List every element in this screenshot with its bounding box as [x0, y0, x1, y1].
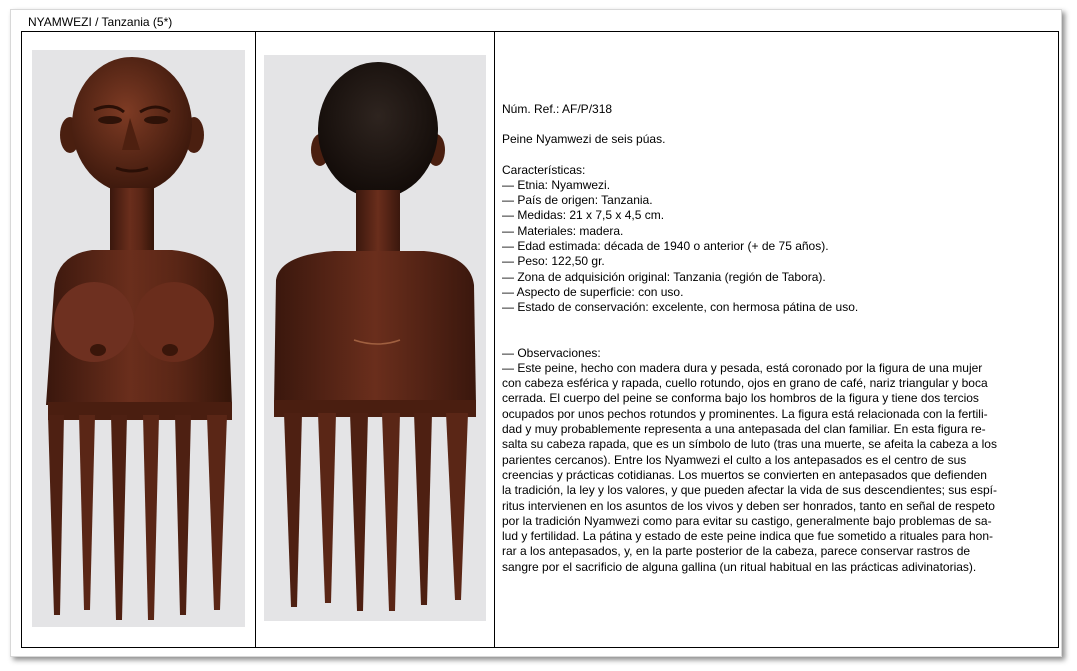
observations-line: la tradición, la ley y los valores, y que pueden afectar la vida de sus descendientes; sus espí- — [502, 483, 997, 498]
characteristic-item: — Materiales: madera. — [502, 223, 624, 238]
observations-line: — Este peine, hecho con madera dura y pesada, está coronado por la figura de una mujer — [502, 360, 983, 375]
column-divider-2 — [494, 31, 495, 648]
observations-line: por la tradición Nyamwezi como para evitar su castigo, generalmente bajo problemas de sa- — [502, 513, 992, 528]
observations-line: sangre por el sacrificio de alguna gallina (un ritual habitual en las prácticas adivinatorias). — [502, 559, 977, 574]
characteristic-item: — Aspecto de superficie: con uso. — [502, 284, 684, 299]
characteristic-item: — Medidas: 21 x 7,5 x 4,5 cm. — [502, 208, 665, 223]
characteristics-heading: Características: — [502, 162, 586, 177]
characteristic-item: — Estado de conservación: excelente, con hermosa pátina de uso. — [502, 300, 859, 315]
characteristic-item: — Etnia: Nyamwezi. — [502, 177, 611, 192]
comb-back-photo — [264, 55, 486, 621]
characteristic-item: — País de origen: Tanzania. — [502, 193, 653, 208]
comb-front-photo — [32, 50, 245, 627]
observations-line: cerrada. El cuerpo del peine se conforma bajo los hombros de la figura y tiene dos tercios — [502, 391, 979, 406]
observations-line: dad y muy probablemente representa a una antepasada del clan familiar. En esta figura re- — [502, 422, 986, 437]
characteristic-item: — Zona de adquisición original: Tanzania (región de Tabora). — [502, 269, 826, 284]
observations-line: parientes cercanos). Entre los Nyamwezi el culto a los antepasados es el centro de sus — [502, 452, 967, 467]
document-title: NYAMWEZI / Tanzania (5*) — [28, 15, 173, 29]
item-description: Peine Nyamwezi de seis púas. — [502, 132, 666, 147]
characteristic-item: — Edad estimada: década de 1940 o anterior (+ de 75 años). — [502, 239, 829, 254]
observations-line: con cabeza esférica y rapada, cuello rotundo, ojos en grano de café, nariz triangular y boca — [502, 376, 988, 391]
observations-line: ocupados por unos pechos rotundos y prominentes. La figura está relacionada con la fertili- — [502, 406, 988, 421]
observations-line: rar a los antepasados, y, en la parte posterior de la cabeza, parece conservar rastros de — [502, 544, 971, 559]
reference-number: Núm. Ref.: AF/P/318 — [502, 102, 613, 116]
observations-line: creencias y prácticas cotidianas. Los muertos se convierten en antepasados que defienden — [502, 467, 987, 482]
observations-heading: — Observaciones: — [502, 345, 601, 360]
column-divider-1 — [255, 31, 256, 648]
description-column — [502, 102, 1054, 575]
observations-line: lud y fertilidad. La pátina y estado de este peine indica que fue sometido a rituales para hon- — [502, 529, 993, 544]
characteristic-item: — Peso: 122,50 gr. — [502, 254, 605, 269]
observations-line: ritus intervienen en los asuntos de los vivos y deben ser honrados, tanto en señal de respeto — [502, 498, 995, 513]
observations-line: salta su cabeza rapada, que es un símbolo de luto (tras una muerte, se afeita la cabeza a los — [502, 437, 997, 452]
